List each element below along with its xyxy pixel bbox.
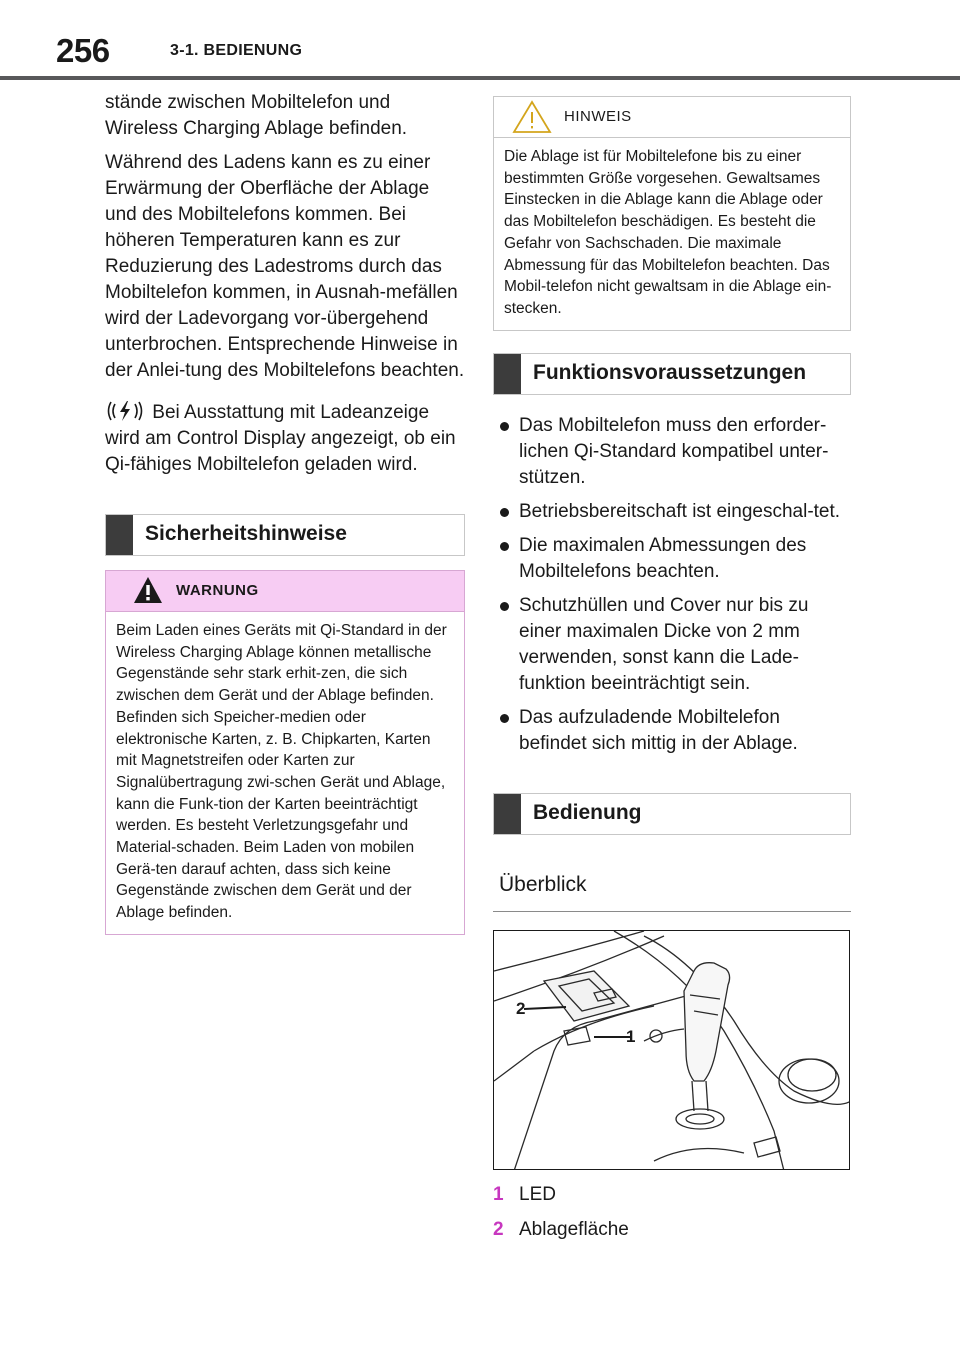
paragraph (105, 398, 465, 478)
notice-text: Die Ablage ist für Mobiltelefone bis zu einer bestimmten Größe vorgesehen. Gewaltsames Einstecken in die Ablage kann die Ablage oder das Mobiltelefon beschädigen. Es besteht die Gefahr von Sachschaden. Die maximale Abmessung für das Mobiltelefon beachten. Das Mobil-telefon nicht gewaltsam in die Ablage ein-stecken. (504, 148, 832, 317)
warning-title: WARNUNG (176, 582, 259, 599)
list-item: Das aufzuladende Mobiltelefon befindet sich mittig in der Ablage. (493, 705, 851, 757)
notice-title: HINWEIS (564, 108, 632, 125)
operation-heading-label: Bedienung (533, 800, 642, 824)
caution-triangle-icon (512, 100, 552, 139)
paragraph: stände zwischen Mobiltelefon und Wireless Charging Ablage befinden. (105, 92, 408, 139)
requirements-heading (493, 353, 851, 395)
requirements-heading-label: Funktionsvoraussetzungen (533, 360, 807, 384)
list-item: Schutzhüllen und Cover nur bis zu einer maximalen Dicke von 2 mm verwenden, sonst kann die Lade-funktion beeinträchtigt sein. (493, 593, 851, 697)
charging-display-text: Bei Ausstattung mit Ladeanzeige wird am Control Display angezeigt, ob ein Qi-fähiges Mobiltelefon geladen wird. (105, 402, 456, 475)
warning-triangle-icon (132, 575, 164, 610)
page-number: 256 (56, 32, 110, 69)
safety-heading-label: Sicherheitshinweise (145, 522, 347, 545)
operation-heading (493, 793, 851, 835)
list-item: Betriebsbereitschaft ist eingeschal-tet. (493, 499, 851, 525)
legend-row (493, 1182, 851, 1208)
figure-legend (493, 1182, 851, 1243)
legend-number: 1 (493, 1183, 504, 1205)
legend-label: Ablagefläche (519, 1218, 629, 1240)
list-item: Das Mobiltelefon muss den erforder-lichen Qi-Standard kompatibel unter-stützen. (493, 413, 851, 491)
overview-heading: Überblick (493, 873, 851, 912)
header-rule (0, 76, 960, 80)
paragraph: Während des Ladens kann es zu einer Erwärmung der Oberfläche der Ablage und des Mobiltelefons kommen. Bei höheren Temperaturen kann es zur Reduzierung des Ladestroms durch das Mobiltelefon kommen, in Ausnah-mefällen wird der Ladevorgang vor-übergehend unterbrochen. Entsprechende Hinweise in der Anlei-tung des Mobiltelefons beachten. (105, 152, 465, 381)
legend-row (493, 1217, 851, 1243)
callout-1: 1 (626, 1026, 636, 1046)
safety-heading (105, 514, 465, 556)
notice-box (493, 96, 851, 331)
requirements-list (493, 413, 851, 757)
right-column (493, 96, 851, 1252)
legend-label: LED (519, 1183, 556, 1205)
warning-box (105, 570, 465, 935)
callout-2: 2 (516, 998, 526, 1018)
center-console-illustration (493, 930, 850, 1170)
section-title: 3-1. BEDIENUNG (170, 42, 303, 59)
left-column (105, 90, 465, 935)
list-item: Die maximalen Abmessungen des Mobiltelefons beachten. (493, 533, 851, 585)
legend-number: 2 (493, 1218, 504, 1240)
wireless-charging-icon (105, 398, 147, 424)
warning-text: Beim Laden eines Geräts mit Qi-Standard in der Wireless Charging Ablage können metallische Gegenstände sehr stark erhit-zen, die sich zwischen dem Gerät und der Ablage befinden. Befinden sich Speicher-medien oder elektronische Karten, z. B. Chipkarten, Karten mit Magnetstreifen oder Karten zur Signalübertragung zwi-schen Gerät und Ablage, kann die Funk-tion der Karten beeinträchtigt werden. Es besteht Verletzungsgefahr und Material-schaden. Beim Laden von mobilen Gerä-ten darauf achten, dass sich keine Gegenstände zwischen dem Gerät und der Ablage befinden. (106, 612, 464, 934)
